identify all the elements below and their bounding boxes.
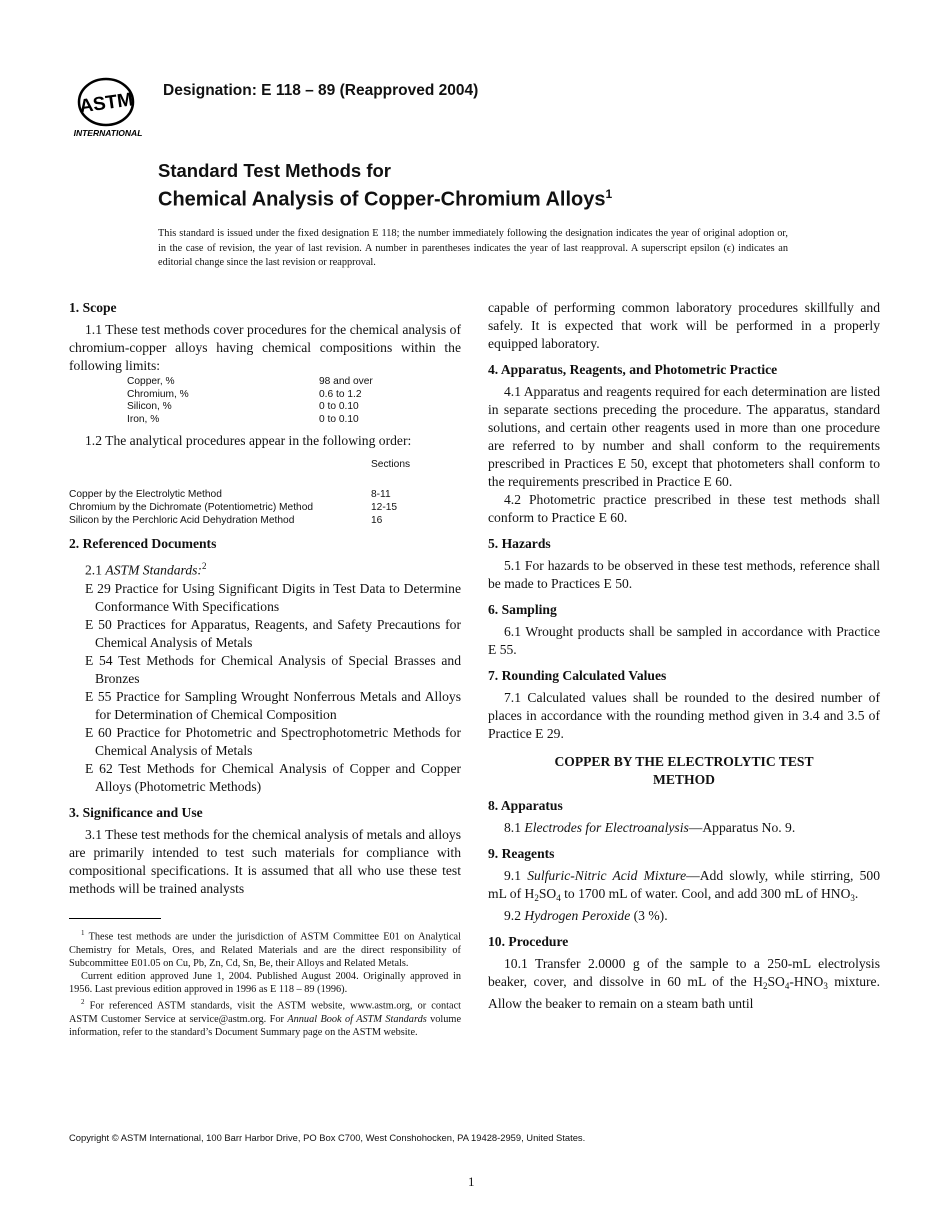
order-row — [69, 501, 461, 514]
order-row — [69, 514, 461, 527]
section-heading-apparatus: 8. Apparatus — [488, 798, 563, 813]
footnote-1b: Current edition approved June 1, 2004. Published August 2004. Originally approved in 1956. Last previous edition approved in 1996 as E 118 – 89 (1996). — [69, 970, 461, 996]
designation: Designation: E 118 – 89 (Reapproved 2004) — [163, 82, 479, 99]
hazards-paragraph: 5.1 For hazards to be observed in these test methods, reference shall be made to Practices E 50. — [488, 558, 880, 591]
apparatus-reagents-paragraph-2: 4.2 Photometric practice prescribed in these test methods shall conform to Practice E 60. — [488, 492, 880, 525]
order-sections: 8-11 — [371, 489, 391, 501]
reference-item — [69, 688, 461, 724]
significance-continuation: capable of performing common laboratory procedures skillfully and safely. It is expected that work will be performed in a properly equipped laboratory. — [488, 300, 880, 351]
reference-code: E 29 — [85, 580, 111, 596]
limits-range: 98 and over — [319, 376, 373, 387]
page-number: 1 — [468, 1174, 475, 1189]
svg-text:INTERNATIONAL: INTERNATIONAL — [73, 128, 143, 138]
sections-column-header: Sections — [371, 459, 411, 471]
limits-range: 0.6 to 1.2 — [319, 388, 362, 400]
reference-code: E 50 — [85, 616, 112, 632]
apparatus-reagents-paragraph-1: 4.1 Apparatus and reagents required for each determination are listed in separate sections preceding the procedure. The apparatus, standard solutions, and certain other reagents used in more than one procedure are referred to by number and shall conform to the requirements prescribed in Practices E 50, except that photometers shall conform to the requirements prescribed in Practice E 60. — [488, 384, 880, 489]
reference-code: E 54 — [85, 652, 113, 668]
astm-logo — [68, 72, 150, 138]
reagents-paragraph-2: 9.2 Hydrogen Peroxide (3 %). — [504, 908, 668, 923]
title-line-2: Chemical Analysis of Copper-Chromium Alloys$^1$ — [158, 187, 613, 211]
footnote-1: $^1$ These test methods are under the jurisdiction of ASTM Committee E01 on Analytical Chemistry for Metals, Ores, and Related Materials and are the direct responsibility of Subcommittee E01.05 on Cu, Pb, Zn, Cd, Sn, Be, their Alloys and Related Metals. — [69, 928, 461, 969]
limits-element: Iron, % — [127, 413, 160, 425]
section-heading-referenced: 2. Referenced Documents — [69, 536, 217, 552]
referenced-list — [69, 580, 461, 796]
reference-code: E 60 — [85, 724, 112, 740]
limits-row — [127, 414, 373, 427]
section-heading-sampling: 6. Sampling — [488, 602, 557, 617]
section-heading-procedure: 10. Procedure — [488, 934, 569, 949]
section-heading-rounding: 7. Rounding Calculated Values — [488, 668, 667, 683]
footnote-2: $^2$ For referenced ASTM standards, visit the ASTM website, www.astm.org, or contact ASTM Customer Service at service@astm.org. For Annual Book of ASTM Standards volume information, refer to the standard’s Document Summary page on the ASTM website. — [69, 998, 462, 1039]
order-sections: 16 — [371, 515, 383, 527]
section-heading-hazards: 5. Hazards — [488, 536, 551, 551]
limits-range: 0 to 0.10 — [319, 401, 359, 413]
copyright-notice: Copyright © ASTM International, 100 Barr Harbor Drive, PO Box C700, West Conshohocken, PA 19428-2959, United States. — [69, 1132, 586, 1143]
title-footnote-mark: 1 — [605, 187, 613, 201]
reference-item — [69, 616, 461, 652]
sampling-paragraph: 6.1 Wrought products shall be sampled in accordance with Practice E 55. — [488, 624, 880, 657]
reference-item — [69, 580, 461, 616]
order-sections: 12-15 — [371, 502, 398, 514]
composition-limits-table — [127, 376, 373, 426]
section-heading-scope: 1. Scope — [69, 300, 117, 315]
order-method: Chromium by the Dichromate (Potentiometric) Method — [69, 502, 314, 514]
left-column — [69, 299, 461, 1039]
limits-row — [127, 401, 373, 414]
limits-element: Copper, % — [127, 376, 175, 387]
reference-item — [69, 652, 461, 688]
apparatus-paragraph: 8.1 Electrodes for Electroanalysis—Apparatus No. 9. — [504, 820, 796, 835]
issue-note: This standard is issued under the fixed designation E 118; the number immediately following the designation indicates the year of original adoption or, in the case of revision, the year of last revision. A number in parentheses indicates the year of last reapproval. A superscript epsilon (ϵ) indicates an editorial change since the last revision or reapproval. — [158, 228, 788, 268]
section-heading-apparatus-reagents: 4. Apparatus, Reagents, and Photometric Practice — [488, 362, 778, 377]
reference-title: Practice for Sampling Wrought Nonferrous Metals and Alloys for Determination of Chemical Composition — [95, 688, 461, 722]
reference-title: Practice for Photometric and Spectrophotometric Methods for Chemical Analysis of Metals — [95, 724, 461, 758]
limits-element: Chromium, % — [127, 388, 189, 400]
reference-title: Practices for Apparatus, Reagents, and Safety Precautions for Chemical Analysis of Metals — [95, 616, 461, 650]
reference-code: E 62 — [85, 760, 113, 776]
section-heading-reagents: 9. Reagents — [488, 846, 555, 861]
limits-element: Silicon, % — [127, 401, 172, 413]
limits-row — [127, 389, 373, 402]
order-row — [69, 488, 461, 501]
order-method: Silicon by the Perchloric Acid Dehydration Method — [69, 515, 295, 527]
limits-range: 0 to 0.10 — [319, 413, 359, 425]
limits-row — [127, 376, 373, 389]
reference-item — [69, 724, 461, 760]
reagents-paragraph-1: 9.1 Sulfuric-Nitric Acid Mixture—Add slowly, while stirring, 500 mL of $H_2SO_4$ to 1700 mL of water. Cool, and add 300 mL of $HNO_3$. — [488, 868, 880, 903]
section-heading-significance: 3. Significance and Use — [69, 804, 203, 820]
reference-code: E 55 — [85, 688, 112, 704]
procedure-paragraph-1: 10.1 Transfer 2.0000 g of the sample to a 250-mL electrolysis beaker, cover, and dissolve in 60 mL of the $H_2SO_4-HNO_3$ mixture. Allow the beaker to remain on a steam bath until — [488, 956, 880, 1011]
referenced-subheading: 2.1 ASTM Standards:$^2$ — [85, 561, 207, 578]
title-line-1: Standard Test Methods for — [158, 160, 391, 181]
reference-title: Test Methods for Chemical Analysis of Special Brasses and Bronzes — [95, 652, 462, 686]
order-method: Copper by the Electrolytic Method — [69, 489, 222, 501]
svg-text:ASTM: ASTM — [78, 89, 135, 118]
scope-paragraph-1: 1.1 These test methods cover procedures for the chemical analysis of chromium-copper alloys having chemical compositions within the following limits: — [69, 322, 461, 373]
reference-title: Practice for Using Significant Digits in Test Data to Determine Conformance With Specifications — [95, 580, 461, 614]
right-column — [488, 299, 880, 1013]
reference-title: Test Methods for Chemical Analysis of Copper and Copper Alloys (Photometric Methods) — [95, 760, 462, 794]
procedure-order-table — [69, 488, 461, 527]
rounding-paragraph: 7.1 Calculated values shall be rounded to the desired number of places in accordance with the rounding method given in 3.4 and 3.5 of Practice E 29. — [488, 690, 880, 741]
method-heading: COPPER BY THE ELECTROLYTIC TEST METHOD — [554, 754, 814, 787]
significance-paragraph: 3.1 These test methods for the chemical analysis of metals and alloys are primarily intended to test such materials for compliance with compositional specifications. It is assumed that all who use these test methods will be trained analysts — [69, 826, 461, 896]
footnote-rule — [69, 918, 161, 919]
document-title — [158, 160, 612, 212]
reference-item — [69, 760, 461, 796]
scope-paragraph-2: 1.2 The analytical procedures appear in the following order: — [85, 433, 412, 449]
